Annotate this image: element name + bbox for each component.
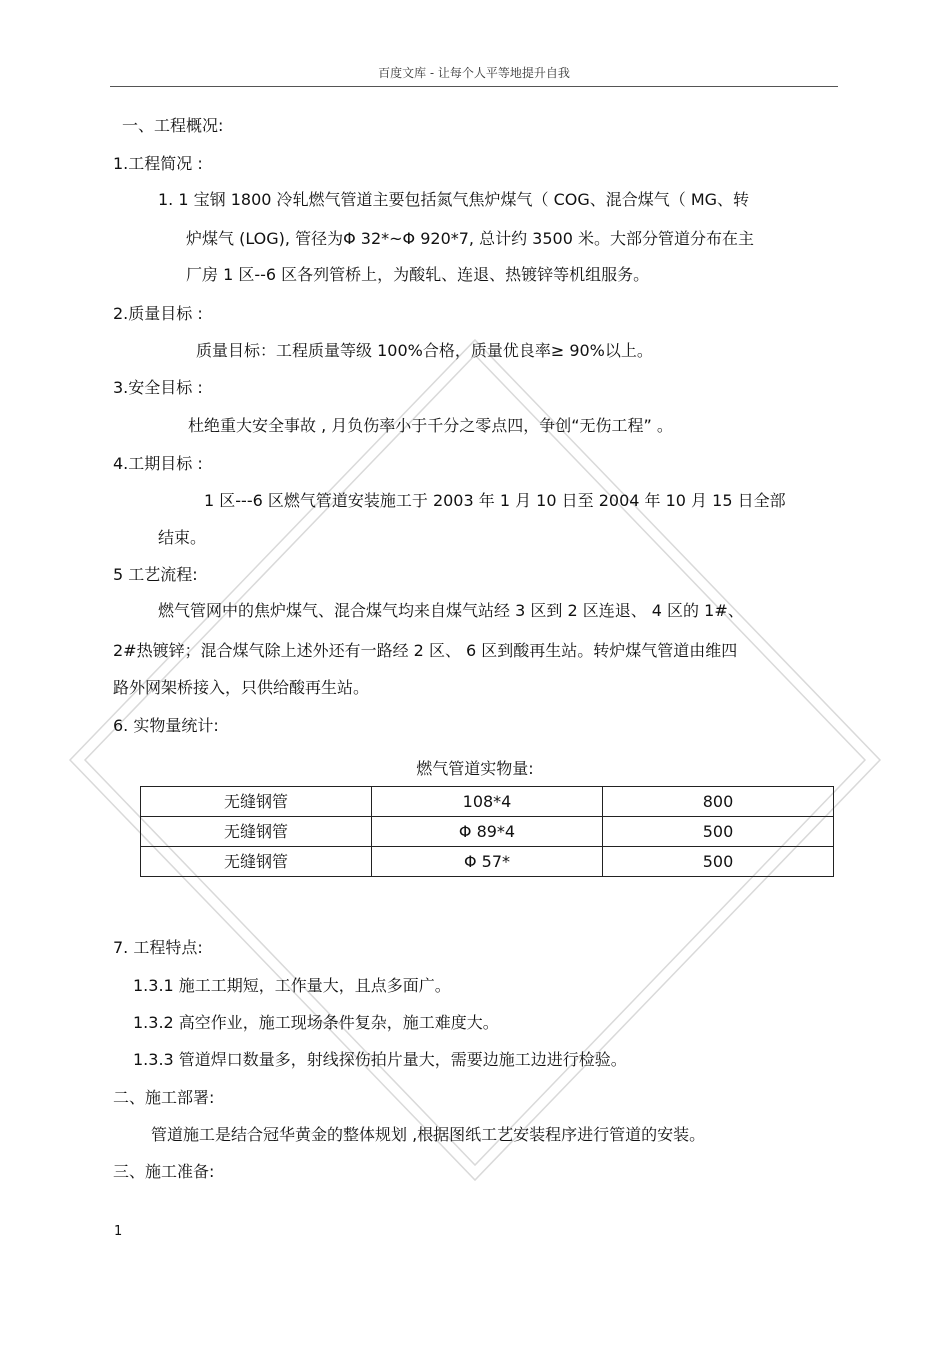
table-cell: 108*4 xyxy=(372,787,603,817)
subheading-safety-goal: 3.安全目标 : xyxy=(113,378,203,397)
paragraph-line: 燃气管网中的焦炉煤气、混合煤气均来自煤气站经 3 区到 2 区连退、 4 区的 1#、 xyxy=(158,601,744,620)
paragraph-line: 管道施工是结合冠华黄金的整体规划 ,根据图纸工艺安装程序进行管道的安装。 xyxy=(151,1125,706,1144)
paragraph-line: 1. 1 宝钢 1800 冷轧燃气管道主要包括氮气焦炉煤气（ COG、混合煤气（ MG、转 xyxy=(158,190,750,209)
table-caption: 燃气管道实物量: xyxy=(416,759,534,778)
subheading-quantity-stats: 6. 实物量统计: xyxy=(113,716,219,735)
table-cell: 800 xyxy=(603,787,834,817)
table-cell: 500 xyxy=(603,847,834,877)
paragraph-line: 2#热镀锌；混合煤气除上述外还有一路经 2 区、 6 区到酸再生站。转炉煤气管道由维四 xyxy=(113,641,738,660)
table-cell: 500 xyxy=(603,817,834,847)
subheading-process-flow: 5 工艺流程: xyxy=(113,565,198,584)
subheading-quality-goal: 2.质量目标 : xyxy=(113,304,203,323)
paragraph-line: 厂房 1 区--6 区各列管桥上，为酸轧、连退、热镀锌等机组服务。 xyxy=(186,265,650,284)
section-heading-overview: 一、工程概况: xyxy=(122,116,224,135)
paragraph-line: 质量目标：工程质量等级 100%合格，质量优良率≥ 90%以上。 xyxy=(196,341,653,360)
table-cell: Φ 57* xyxy=(372,847,603,877)
quantity-table xyxy=(140,786,834,877)
table-row xyxy=(141,817,834,847)
list-item: 1.3.3 管道焊口数量多，射线探伤拍片量大，需要边施工边进行检验。 xyxy=(133,1050,627,1069)
page-header: 百度文库 - 让每个人平等地提升自我 xyxy=(110,64,838,87)
paragraph-line: 炉煤气 (LOG), 管径为Φ 32*~Φ 920*7, 总计约 3500 米。大部分管道分布在主 xyxy=(186,229,754,248)
subheading-project-features: 7. 工程特点: xyxy=(113,938,203,957)
subheading-project-brief: 1.工程简况 : xyxy=(113,154,203,173)
table-row xyxy=(141,787,834,817)
section-heading-deployment: 二、施工部署: xyxy=(113,1088,215,1107)
paragraph-line: 结束。 xyxy=(158,528,207,547)
table-row xyxy=(141,847,834,877)
table-cell: 无缝钢管 xyxy=(141,817,372,847)
paragraph-line: 1 区---6 区燃气管道安装施工于 2003 年 1 月 10 日至 2004 年 10 月 15 日全部 xyxy=(204,491,786,510)
list-item: 1.3.1 施工工期短，工作量大，且点多面广。 xyxy=(133,976,451,995)
paragraph-line: 杜绝重大安全事故 , 月负伤率小于千分之零点四，争创“无伤工程” 。 xyxy=(188,416,673,435)
table-cell: 无缝钢管 xyxy=(141,787,372,817)
table-cell: 无缝钢管 xyxy=(141,847,372,877)
table-cell: Φ 89*4 xyxy=(372,817,603,847)
section-heading-preparation: 三、施工准备: xyxy=(113,1162,215,1181)
paragraph-line: 路外网架桥接入，只供给酸再生站。 xyxy=(113,678,370,697)
list-item: 1.3.2 高空作业，施工现场条件复杂，施工难度大。 xyxy=(133,1013,499,1032)
page-number: 1 xyxy=(114,1224,123,1239)
subheading-schedule-goal: 4.工期目标 : xyxy=(113,454,203,473)
